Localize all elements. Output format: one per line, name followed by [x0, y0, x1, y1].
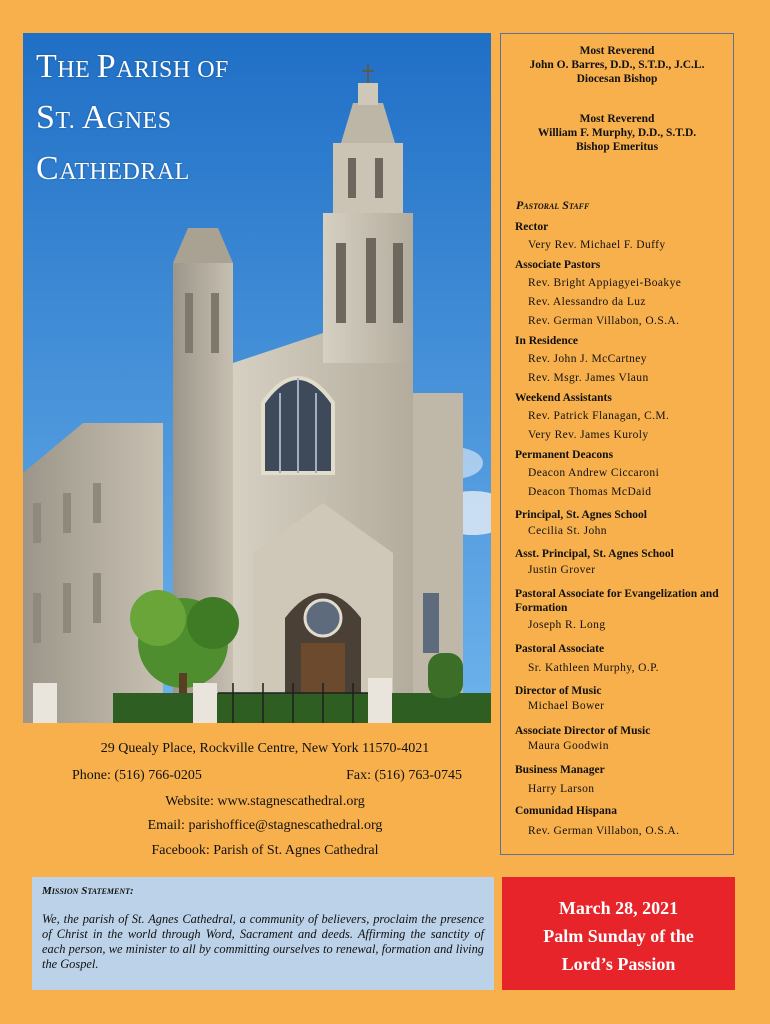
parish-address: 29 Quealy Place, Rockville Centre, New York 11570-4021 — [100, 741, 430, 756]
role-asst-principal: Asst. Principal, St. Agnes School — [515, 548, 674, 560]
parish-website[interactable]: Website: www.stagnescathedral.org — [165, 794, 365, 809]
role-business-manager: Business Manager — [515, 764, 605, 776]
title-line-3: CATHEDRAL — [36, 150, 190, 187]
role-pastoral-associate: Pastoral Associate — [515, 643, 605, 655]
mission-text: We, the parish of St. Agnes Cathedral, a community of believers, proclaim the presence of Christ in the world through Word, Sacrament and deeds. Affirming the sanctity of each person, we minister to all by committing ourselves to renewal, formation and living the Gospel. — [42, 912, 484, 971]
staff-name: Rev. Msgr. James Vlaun — [528, 372, 649, 384]
role-in-residence: In Residence — [515, 335, 578, 347]
role-director-of-music: Director of Music — [515, 685, 602, 697]
mission-heading: Mission Statement: — [42, 885, 134, 897]
staff-name: Michael Bower — [528, 700, 605, 712]
staff-name: Justin Grover — [528, 564, 596, 576]
staff-name: Deacon Thomas McDaid — [528, 486, 652, 498]
diocesan-bishop: Most Reverend John O. Barres, D.D., S.T.D., J.C.L. Diocesan Bishop — [529, 45, 705, 85]
role-rector: Rector — [515, 221, 549, 233]
staff-name: Rev. German Villabon, O.S.A. — [528, 825, 680, 837]
staff-panel — [500, 33, 734, 855]
parish-fax: Fax: (516) 763-0745 — [346, 768, 462, 783]
staff-name: Rev. Alessandro da Luz — [528, 296, 646, 308]
parish-email[interactable]: Email: parishoffice@stagnescathedral.org — [147, 818, 383, 833]
staff-name: Harry Larson — [528, 783, 595, 795]
parish-facebook[interactable]: Facebook: Parish of St. Agnes Cathedral — [151, 843, 379, 858]
role-weekend-assistants: Weekend Assistants — [515, 392, 612, 404]
pastoral-staff-heading: Pastoral Staff — [516, 198, 590, 212]
staff-name: Rev. Bright Appiagyei-Boakye — [528, 277, 682, 289]
staff-name: Rev. Patrick Flanagan, C.M. — [528, 410, 670, 422]
role-associate-director-of-music: Associate Director of Music — [515, 725, 651, 737]
staff-name: Sr. Kathleen Murphy, O.P. — [528, 662, 659, 674]
liturgical-date-box — [502, 877, 735, 990]
phone-fax-row — [72, 768, 462, 784]
role-pastoral-associate-evangelization: Pastoral Associate for Evangelization and Formation — [515, 588, 719, 614]
title-line-2: ST. AGNES — [36, 99, 172, 136]
title-line-1: THE PARISH OF — [36, 48, 229, 85]
staff-name: Deacon Andrew Ciccaroni — [528, 467, 660, 479]
staff-name: Very Rev. Michael F. Duffy — [528, 239, 666, 251]
staff-name: Rev. John J. McCartney — [528, 353, 647, 365]
role-permanent-deacons: Permanent Deacons — [515, 449, 614, 461]
parish-phone: Phone: (516) 766-0205 — [72, 768, 202, 783]
role-associate-pastors: Associate Pastors — [515, 259, 601, 271]
staff-name: Cecilia St. John — [528, 525, 607, 537]
feast-line-2: Lord’s Passion — [561, 954, 676, 974]
role-principal: Principal, St. Agnes School — [515, 509, 647, 521]
bishop-emeritus: Most Reverend William F. Murphy, D.D., S.T.D. Bishop Emeritus — [537, 113, 697, 153]
bulletin-date: March 28, 2021 — [558, 898, 679, 918]
role-comunidad-hispana: Comunidad Hispana — [515, 805, 617, 817]
staff-name: Maura Goodwin — [528, 740, 609, 752]
parish-title — [36, 44, 229, 197]
staff-name: Rev. German Villabon, O.S.A. — [528, 315, 680, 327]
staff-name: Joseph R. Long — [528, 619, 606, 631]
mission-statement-box — [32, 877, 494, 990]
staff-name: Very Rev. James Kuroly — [528, 429, 649, 441]
feast-line-1: Palm Sunday of the — [543, 926, 694, 946]
